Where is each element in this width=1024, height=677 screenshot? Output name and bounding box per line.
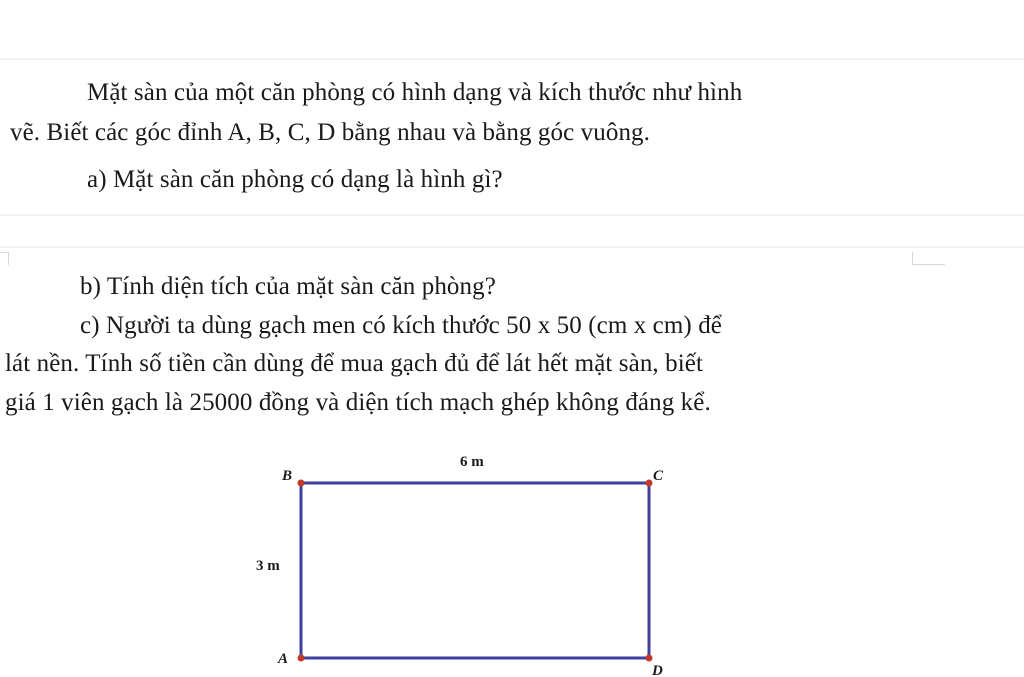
- vertex-d-dot: [646, 655, 653, 662]
- vertex-b-label: B: [282, 468, 293, 484]
- vertex-a-dot: [298, 655, 305, 662]
- vertex-b-dot: [298, 480, 305, 487]
- vertex-c-dot: [646, 480, 653, 487]
- problem-line-2: vẽ. Biết các góc đỉnh A, B, C, D bằng nhau và bằng góc vuông.: [10, 119, 650, 146]
- question-c-line-2: lát nền. Tính số tiền cần dùng để mua gạch đủ để lát hết mặt sàn, biết: [5, 350, 704, 377]
- vertex-d-label: D: [652, 663, 663, 677]
- problem-line-1: Mặt sàn của một căn phòng có hình dạng và kích thước như hình: [87, 79, 743, 106]
- width-label: 6 m: [460, 454, 484, 470]
- question-a: a) Mặt sàn căn phòng có dạng là hình gì?: [87, 166, 503, 193]
- height-label: 3 m: [256, 558, 280, 574]
- rectangle-abcd: [301, 483, 649, 658]
- question-b: b) Tính diện tích của mặt sàn căn phòng?: [80, 273, 496, 300]
- vertex-c-label: C: [653, 468, 664, 484]
- question-c-line-3: giá 1 viên gạch là 25000 đồng và diện tích mạch ghép không đáng kể.: [5, 389, 711, 416]
- vertex-a-label: A: [278, 651, 289, 667]
- question-c-line-1: c) Người ta dùng gạch men có kích thước 50 x 50 (cm x cm) để: [80, 312, 722, 339]
